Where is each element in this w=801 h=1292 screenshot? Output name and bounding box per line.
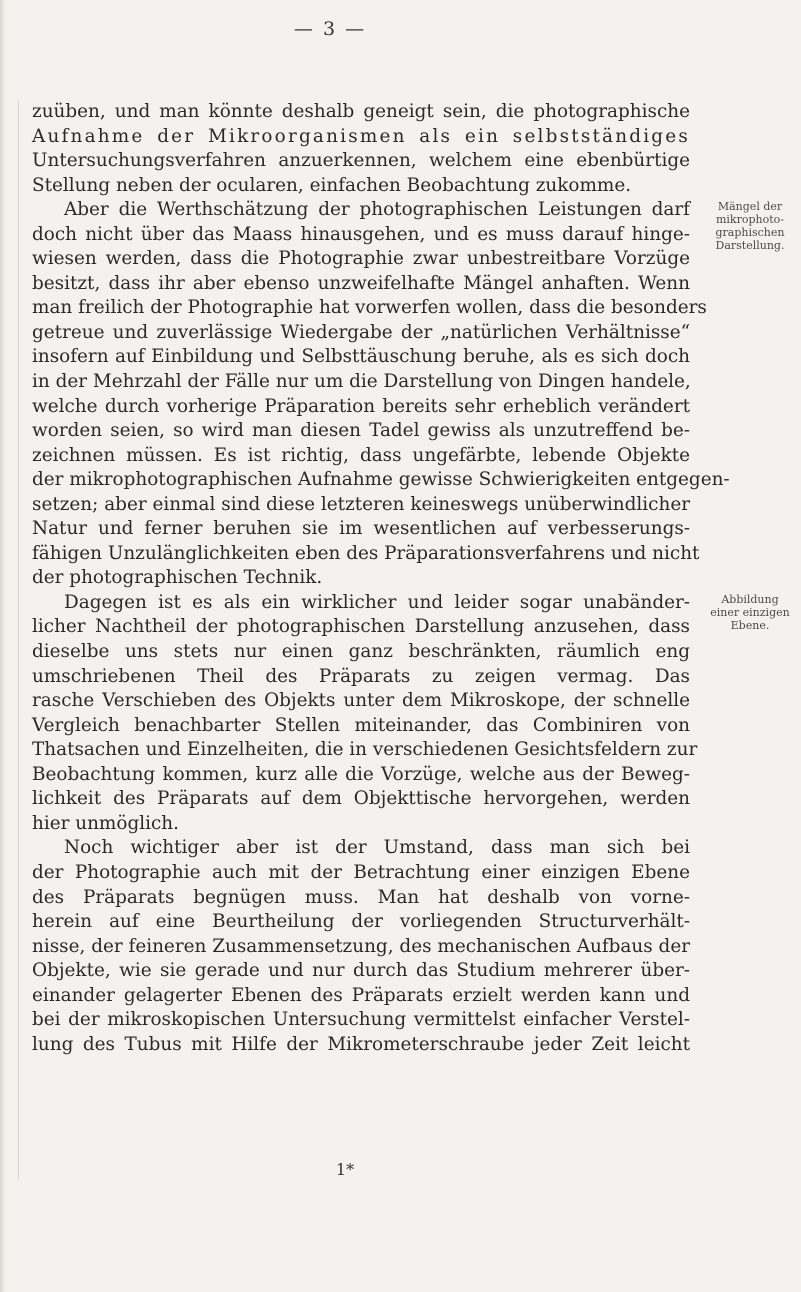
text-line: fähigen Unzulänglichkeiten eben des Präparationsverfahrens und nicht xyxy=(32,542,700,564)
text-line: hier unmöglich. xyxy=(32,812,179,834)
text-line: einander gelagerter Ebenen des Präparats erzielt werden kann und xyxy=(32,984,690,1006)
text-line: Stellung neben der ocularen, einfachen Beobachtung zukomme. xyxy=(32,174,632,196)
margin-note-line: Abbildung xyxy=(721,593,779,606)
text-line: nisse, der feineren Zusammensetzung, des mechanischen Aufbaus der xyxy=(32,935,690,957)
text-line: zeichnen müssen. Es ist richtig, dass ungefärbte, lebende Objekte xyxy=(32,444,690,466)
text-line: Aber die Werthschätzung der photographischen Leistungen darf xyxy=(64,199,690,221)
text-line: wiesen werden, dass die Photographie zwar unbestreitbare Vorzüge xyxy=(32,248,690,270)
text-line: des Präparats begnügen muss. Man hat deshalb von vorne- xyxy=(32,886,690,908)
body-text xyxy=(32,100,730,1057)
text-line: dieselbe uns stets nur einen ganz beschränkten, räumlich eng xyxy=(32,641,690,663)
margin-note-line: Darstellung. xyxy=(715,239,785,252)
margin-note-line: graphischen xyxy=(715,226,785,239)
text-line: der mikrophotographischen Aufnahme gewisse Schwierigkeiten entgegen- xyxy=(32,469,730,491)
margin-note-line: Ebene. xyxy=(730,619,770,632)
text-line: welche durch vorherige Präparation bereits sehr erheblich verändert xyxy=(32,395,690,417)
text-line: worden seien, so wird man diesen Tadel gewiss als unzutreffend be- xyxy=(32,420,690,442)
text-line: rasche Verschieben des Objekts unter dem Mikroskope, der schnelle xyxy=(32,690,690,712)
text-line: Untersuchungsverfahren anzuerkennen, welchem eine ebenbürtige xyxy=(32,150,690,172)
page-edge-shadow xyxy=(0,0,6,1292)
margin-note-abbildung xyxy=(700,593,800,632)
text-line: Natur und ferner beruhen sie im wesentlichen auf verbesserungs- xyxy=(32,518,690,540)
text-line: Thatsachen und Einzelheiten, die in verschiedenen Gesichtsfeldern zur xyxy=(32,739,698,761)
text-line: Vergleich benachbarter Stellen miteinander, das Combiniren von xyxy=(32,714,690,736)
text-line: besitzt, dass ihr aber ebenso unzweifelhafte Mängel anhaften. Wenn xyxy=(32,272,690,294)
page-number: — 3 — xyxy=(293,18,367,40)
margin-note-line: Mängel der xyxy=(717,200,783,213)
text-line: licher Nachtheil der photographischen Darstellung anzusehen, dass xyxy=(32,616,690,638)
signature-mark: 1* xyxy=(335,1160,355,1179)
margin-note-maengel xyxy=(700,200,800,252)
text-line: getreue und zuverlässige Wiedergabe der „natürlichen Verhältnisse“ xyxy=(32,321,690,343)
text-line: Dagegen ist es als ein wirklicher und leider sogar unabänder- xyxy=(64,591,690,613)
text-line: man freilich der Photographie hat vorwerfen wollen, dass die besonders xyxy=(32,297,707,319)
text-line: bei der mikroskopischen Untersuchung vermittelst einfacher Verstel- xyxy=(32,1009,690,1031)
margin-note-line: mikrophoto- xyxy=(715,213,784,226)
text-line: doch nicht über das Maass hinausgehen, und es muss darauf hinge- xyxy=(32,223,690,245)
text-line: zuüben, und man könnte deshalb geneigt sein, die photographische xyxy=(32,101,690,122)
text-line: Aufnahme der Mikroorganismen als ein selbstständiges xyxy=(32,125,690,147)
text-line: in der Mehrzahl der Fälle nur um die Darstellung von Dingen handele, xyxy=(32,371,691,393)
text-line: lung des Tubus mit Hilfe der Mikrometerschraube jeder Zeit leicht xyxy=(32,1033,690,1055)
text-line: Noch wichtiger aber ist der Umstand, dass man sich bei xyxy=(64,837,690,859)
text-line: Beobachtung kommen, kurz alle die Vorzüge, welche aus der Beweg- xyxy=(32,763,690,785)
text-line: der photographischen Technik. xyxy=(32,567,323,589)
text-line: setzen; aber einmal sind diese letzteren keineswegs unüberwindlicher xyxy=(32,493,690,515)
gutter-rule xyxy=(18,100,19,1180)
text-line: Objekte, wie sie gerade und nur durch das Studium mehrerer über- xyxy=(32,960,690,982)
margin-note-line: einer einzigen xyxy=(710,606,790,619)
text-line: lichkeit des Präparats auf dem Objekttische hervorgehen, werden xyxy=(32,788,690,810)
text-line: insofern auf Einbildung und Selbsttäuschung beruhe, als es sich doch xyxy=(32,346,690,368)
text-line: herein auf eine Beurtheilung der vorliegenden Structurverhält- xyxy=(32,911,690,933)
text-line: der Photographie auch mit der Betrachtung einer einzigen Ebene xyxy=(32,861,690,883)
text-line: umschriebenen Theil des Präparats zu zeigen vermag. Das xyxy=(32,665,690,687)
